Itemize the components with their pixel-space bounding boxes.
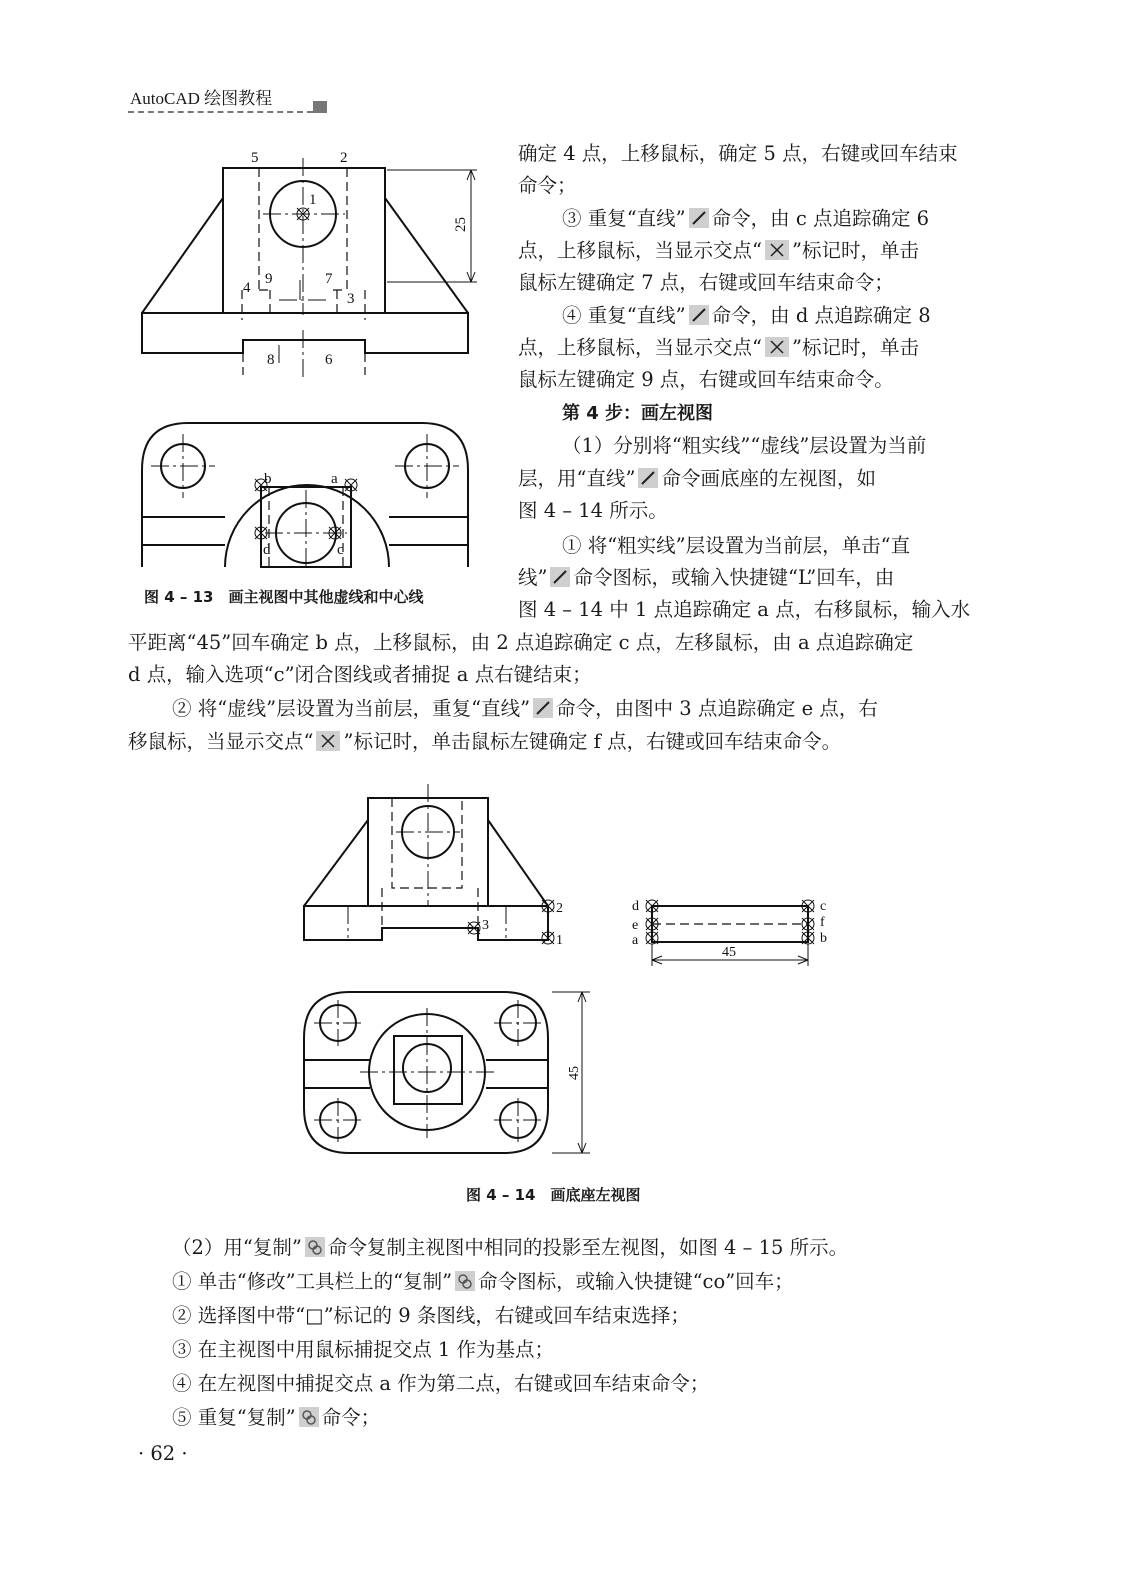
paragraph-line: 命令； [518,174,577,197]
dimension-45-vertical: 45 [567,1066,582,1080]
label-25: 25 [453,217,469,232]
intersection-marker-icon [765,337,789,357]
label-e: e [632,918,639,933]
line-tool-icon [550,567,570,587]
label-c: c [820,899,827,914]
label-2: 2 [556,901,563,916]
line-tool-icon [689,208,709,228]
line-tool-icon [533,698,553,718]
intersection-marker-icon [316,731,340,751]
copy-tool-icon [299,1407,319,1427]
header-square [313,101,327,113]
label-c: c [337,542,344,558]
line-tool-icon [689,305,709,325]
figure-4-14-drawing [290,778,850,1170]
label-d: d [632,899,639,914]
figure-4-13-drawing [125,140,505,570]
section-heading: 第 4 步：画左视图 [562,403,714,424]
paragraph-line: ④ 重复“直线” 命令，由 d 点追踪确定 8 [562,304,931,327]
paragraph-line: ② 将“虚线”层设置为当前层，重复“直线” 命令，由图中 3 点追踪确定 e 点，右 [172,697,878,720]
paragraph-line: （2）用“复制” 命令复制主视图中相同的投影至左视图，如图 4 – 15 所示。 [172,1236,849,1259]
label-b: b [820,931,827,946]
paragraph-line: ⑤ 重复“复制” 命令； [172,1406,381,1429]
label-9: 9 [265,271,273,287]
paragraph-line: ① 单击“修改”工具栏上的“复制” 命令图标，或输入快捷键“co”回车； [172,1270,794,1293]
label-1: 1 [309,192,317,208]
label-a: a [331,471,338,487]
running-header: AutoCAD 绘图教程 [130,89,273,108]
paragraph-line: 鼠标左键确定 9 点，右键或回车结束命令。 [518,368,894,391]
figure-4-14-caption: 图 4 – 14 画底座左视图 [466,1186,641,1204]
paragraph-line: 图 4 – 14 中 1 点追踪确定 a 点，右移鼠标，输入水 [518,598,971,621]
paragraph-line: ① 将“粗实线”层设置为当前层，单击“直 [562,534,911,557]
paragraph-line: 线” 命令图标，或输入快捷键“L”回车，由 [518,566,895,589]
label-3: 3 [347,291,355,307]
paragraph-line: ③ 在主视图中用鼠标捕捉交点 1 作为基点； [172,1338,555,1361]
label-3: 3 [482,918,489,933]
intersection-marker-icon [765,240,789,260]
label-b: b [264,471,272,487]
label-1: 1 [556,933,563,948]
paragraph-line: 层，用“直线” 命令画底座的左视图，如 [518,467,876,490]
paragraph-line: ③ 重复“直线” 命令，由 c 点追踪确定 6 [562,207,930,230]
label-f: f [820,915,825,930]
page-number: · 62 · [138,1442,188,1465]
paragraph-line: ④ 在左视图中捕捉交点 a 作为第二点，右键或回车结束命令； [172,1372,710,1395]
label-5: 5 [251,150,259,166]
label-d: d [263,542,271,558]
paragraph-line: 移鼠标，当显示交点“ ”标记时，单击鼠标左键确定 f 点，右键或回车结束命令。 [128,730,842,753]
paragraph-line: 确定 4 点，上移鼠标，确定 5 点，右键或回车结束 [518,142,958,165]
paragraph-line: ② 选择图中带“□”标记的 9 条图线，右键或回车结束选择； [172,1304,690,1327]
header-rule [128,111,313,113]
dimension-45-horizontal: 45 [722,945,736,960]
label-7: 7 [325,271,333,287]
paragraph-line: （1）分别将“粗实线”“虚线”层设置为当前 [562,434,927,457]
label-6: 6 [325,352,333,368]
copy-tool-icon [305,1237,325,1257]
paragraph-line: 图 4 – 14 所示。 [518,499,668,522]
paragraph-line: 平距离“45”回车确定 b 点，上移鼠标，由 2 点追踪确定 c 点，左移鼠标，由 a 点追踪确定 [128,631,914,654]
label-a: a [632,933,639,948]
label-8: 8 [267,352,275,368]
line-tool-icon [638,468,658,488]
label-4: 4 [243,280,251,296]
figure-4-13-caption: 图 4 – 13 画主视图中其他虚线和中心线 [144,588,424,606]
paragraph-line: 鼠标左键确定 7 点，右键或回车结束命令； [518,271,894,294]
paragraph-line: 点，上移鼠标，当显示交点“ ”标记时，单击 [518,239,919,262]
label-2: 2 [340,150,348,166]
paragraph-line: 点，上移鼠标，当显示交点“ ”标记时，单击 [518,336,919,359]
paragraph-line: d 点，输入选项“c”闭合图线或者捕捉 a 点右键结束； [128,663,592,686]
copy-tool-icon [455,1271,475,1291]
